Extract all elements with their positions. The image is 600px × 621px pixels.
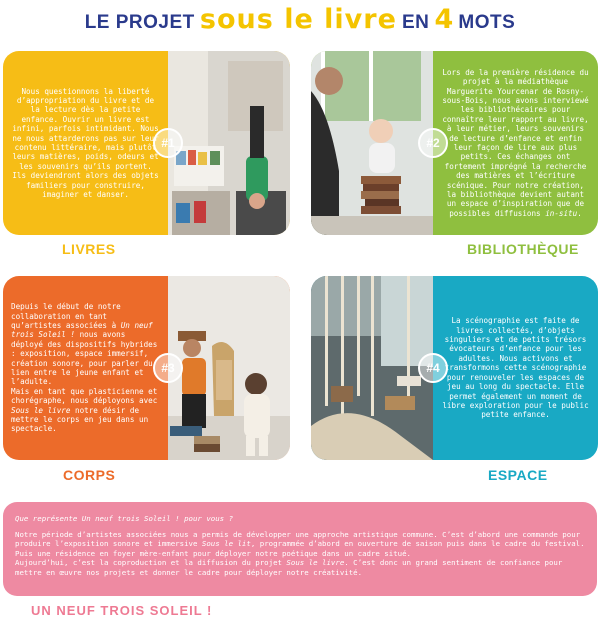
testimonial-paragraph-1: Notre période d’artistes associées nous a permis de développer une approche artistique commune. C’est d’abord une commande pour produire l’exposition sonore et immersive Sous le lit, programmée d’abord en ouverture de saison puis dans le cadre du festival. Puis une résidence en foyer mère-enfant pour déployer notre poétique dans un cadre situé. [15, 529, 585, 558]
card-espace-text-block [433, 276, 598, 460]
card-livres-badge: #1 [153, 128, 183, 158]
title-prefix: LE PROJET [84, 12, 195, 33]
card-corps-label: CORPS [63, 467, 116, 483]
card-espace-photo [311, 276, 433, 460]
card-livres [3, 51, 290, 235]
title-number: 4 [434, 4, 454, 35]
card-bibliotheque-photo [311, 51, 433, 235]
card-bibliotheque-text-block [433, 51, 598, 235]
card-bibliotheque-text: Lors de la première résidence du projet à la médiathèque Marguerite Yourcenar de Rosny-sous-Bois, nous avons interviewé les bibliothécaires pour connaître leur rapport au livre, à leur métier, leurs souvenirs de lecture d’enfance et enfin leur façon de lire aux plus petits. Ces échanges ont fortement imprégné la recherche des matières et l’écriture scénique. Pour notre création, la bibliothèque devient autant un espace d’inspiration que de possibles diffusions in-situ. [442, 67, 589, 218]
card-corps [3, 276, 290, 460]
testimonial-block [3, 502, 597, 596]
card-bibliotheque [311, 51, 598, 235]
card-livres-text-block [3, 51, 168, 235]
testimonial-paragraph-2: Aujourd’hui, c’est la coproduction et la diffusion du projet Sous le livre. C’est donc un grand sentiment de confiance pour mettre en œuvre nos projets et donner le cadre pour déployer notre créativité. [15, 558, 563, 577]
card-corps-text-block [3, 276, 168, 460]
title-middle: EN [402, 12, 430, 33]
card-livres-photo [168, 51, 290, 235]
testimonial-question: Que représente Un neuf trois Soleil ! pour vous ? [15, 514, 234, 523]
card-livres-text: Nous questionnons la liberté d’appropriation du livre et de la lecture dès la petite enfance. Ouvrir un livre est infini, parfois intimidant. Nous ne nous attarderons pas sur leur contenu littéraire, mais plutôt leurs matières, poids, odeurs et les souvenirs qu’ils portent. Ils deviendront alors des objets familiers pour construire, imaginer et danser. [12, 86, 159, 200]
card-bibliotheque-badge: #2 [418, 128, 448, 158]
card-corps-badge: #3 [153, 353, 183, 383]
card-livres-label: LIVRES [62, 241, 116, 257]
card-bibliotheque-label: BIBLIOTHÈQUE [467, 241, 579, 257]
card-espace-label: ESPACE [488, 467, 548, 483]
title-suffix: MOTS [458, 12, 516, 33]
card-espace-text: La scénographie est faite de livres collectés, d’objets singuliers et de petits trésors évocateurs d’enfance pour les adultes. Nous activons et transformons cette scénographie pour renouveler les espaces de jeu au long du spectacle. Elle permet également un moment de libre exploration pour le public petite enfance. [442, 316, 589, 420]
card-corps-text: Depuis le début de notre collaboration en tant qu’artistes associées à Un neuf trois Soleil ! nous avons déployé des dispositifs hybrides : exposition, espace immersif, création sonore, pour parler du lien entre le jeune enfant et l’adulte. Mais en tant que plasticienne et chorégraphe, nous déployons avec Sous le livre notre désir de mettre le corps en jeu dans un spectacle. [11, 302, 158, 434]
card-corps-photo [168, 276, 290, 460]
card-espace-badge: #4 [418, 353, 448, 383]
page-title [0, 4, 600, 35]
testimonial-label: UN NEUF TROIS SOLEIL ! [31, 603, 213, 618]
card-espace [311, 276, 598, 460]
title-fancy: sous le livre [199, 4, 397, 35]
